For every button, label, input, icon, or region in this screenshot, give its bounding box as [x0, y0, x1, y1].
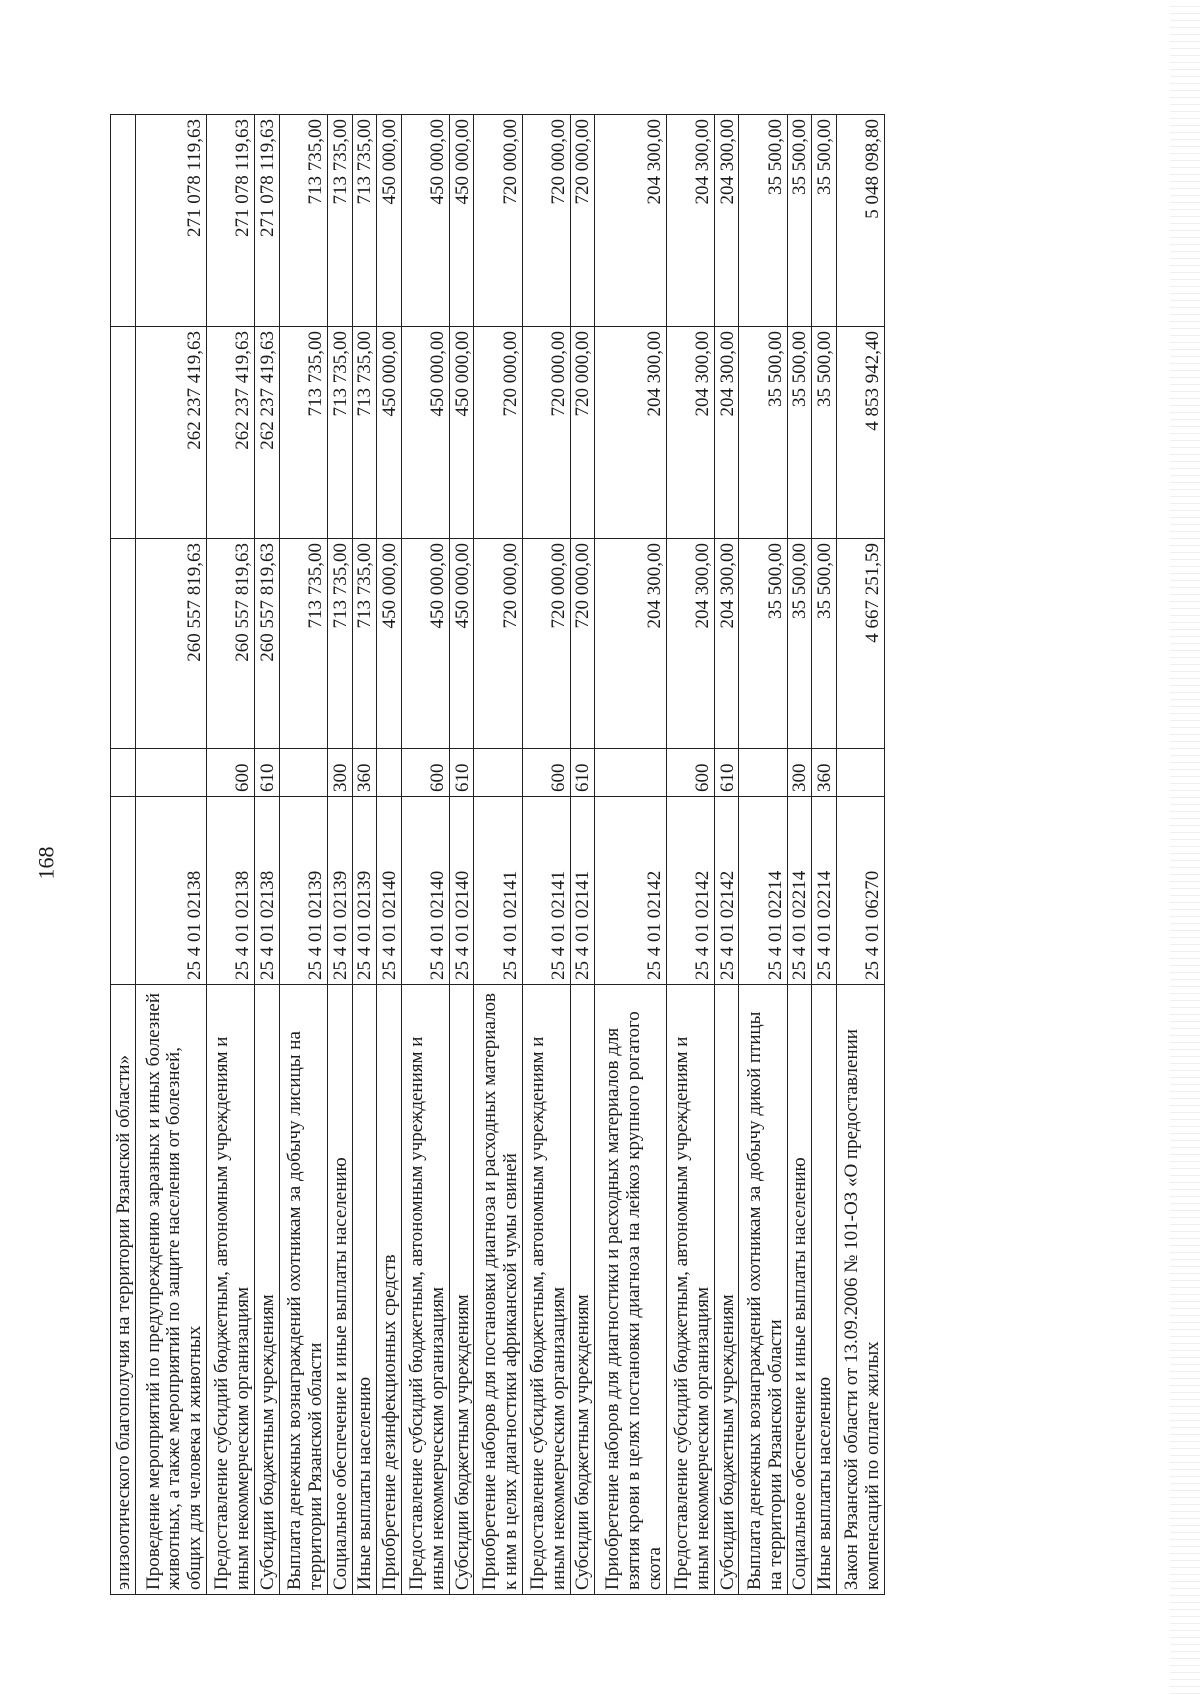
cell-value-1: 450 000,00	[449, 539, 474, 749]
cell-value-2: 204 300,00	[595, 327, 667, 539]
cell-code: 25 4 01 02140	[377, 797, 402, 985]
table-row	[135, 115, 207, 1595]
cell-value-3	[111, 115, 136, 327]
cell-kvr	[377, 749, 402, 797]
cell-kvr: 360	[812, 749, 837, 797]
cell-name: Предоставление субсидий бюджетным, автономным учреждениям и иным некоммерческим организациям	[522, 985, 570, 1595]
cell-code: 25 4 01 02141	[522, 797, 570, 985]
table-row	[111, 115, 136, 1595]
table-row	[255, 115, 280, 1595]
table-row	[279, 115, 327, 1595]
table-row	[522, 115, 570, 1595]
cell-kvr: 600	[207, 749, 255, 797]
cell-value-1: 260 557 819,63	[135, 539, 207, 749]
cell-code: 25 4 01 02141	[570, 797, 595, 985]
cell-value-3: 271 078 119,63	[207, 115, 255, 327]
cell-kvr: 300	[327, 749, 352, 797]
cell-kvr	[279, 749, 327, 797]
cell-code: 25 4 01 02142	[714, 797, 739, 985]
cell-value-1: 713 735,00	[352, 539, 377, 749]
cell-value-3: 450 000,00	[401, 115, 449, 327]
cell-code	[111, 797, 136, 985]
cell-value-3: 271 078 119,63	[135, 115, 207, 327]
cell-kvr: 610	[570, 749, 595, 797]
cell-value-2: 204 300,00	[714, 327, 739, 539]
table-row	[449, 115, 474, 1595]
cell-value-1: 204 300,00	[666, 539, 714, 749]
cell-code: 25 4 01 02138	[255, 797, 280, 985]
cell-value-2: 35 500,00	[812, 327, 837, 539]
cell-value-1: 35 500,00	[739, 539, 787, 749]
cell-kvr	[474, 749, 522, 797]
cell-kvr: 600	[522, 749, 570, 797]
table-row	[207, 115, 255, 1595]
cell-value-2: 262 237 419,63	[135, 327, 207, 539]
cell-value-3: 35 500,00	[812, 115, 837, 327]
cell-value-3: 450 000,00	[377, 115, 402, 327]
table-row	[836, 115, 884, 1595]
cell-kvr	[111, 749, 136, 797]
cell-kvr: 610	[449, 749, 474, 797]
table-row	[327, 115, 352, 1595]
cell-value-2: 262 237 419,63	[255, 327, 280, 539]
cell-value-1: 720 000,00	[474, 539, 522, 749]
budget-table-body	[111, 115, 885, 1595]
cell-value-2: 450 000,00	[377, 327, 402, 539]
cell-name: Проведение мероприятий по предупреждению заразных и иных болезней животных, а также мероприятий по защите населения от болезней, общих для человека и животных	[135, 985, 207, 1595]
cell-code: 25 4 01 02140	[449, 797, 474, 985]
cell-value-2: 720 000,00	[474, 327, 522, 539]
table-row	[474, 115, 522, 1595]
cell-value-1: 450 000,00	[401, 539, 449, 749]
cell-code: 25 4 01 02138	[207, 797, 255, 985]
cell-value-2: 450 000,00	[449, 327, 474, 539]
cell-value-2: 35 500,00	[787, 327, 812, 539]
cell-name: Социальное обеспечение и иные выплаты населению	[787, 985, 812, 1595]
cell-value-3: 204 300,00	[595, 115, 667, 327]
cell-value-1: 713 735,00	[327, 539, 352, 749]
cell-value-3: 720 000,00	[570, 115, 595, 327]
cell-value-3: 204 300,00	[666, 115, 714, 327]
cell-code: 25 4 01 02138	[135, 797, 207, 985]
scan-edge-marks	[1170, 0, 1200, 1695]
rotated-table-container	[110, 115, 885, 1595]
cell-kvr: 610	[255, 749, 280, 797]
cell-name: Приобретение наборов для постановки диагноза и расходных материалов к ним в целях диагностики африканской чумы свиней	[474, 985, 522, 1595]
cell-value-3: 204 300,00	[714, 115, 739, 327]
cell-value-2	[111, 327, 136, 539]
cell-value-3: 713 735,00	[352, 115, 377, 327]
cell-value-2: 713 735,00	[352, 327, 377, 539]
cell-code: 25 4 01 02214	[787, 797, 812, 985]
cell-value-3: 720 000,00	[522, 115, 570, 327]
table-row	[570, 115, 595, 1595]
cell-value-2: 720 000,00	[522, 327, 570, 539]
cell-value-1: 204 300,00	[595, 539, 667, 749]
cell-kvr	[595, 749, 667, 797]
cell-value-1: 204 300,00	[714, 539, 739, 749]
cell-value-2: 713 735,00	[327, 327, 352, 539]
cell-kvr: 300	[787, 749, 812, 797]
cell-name: Предоставление субсидий бюджетным, автономным учреждениям и иным некоммерческим организациям	[401, 985, 449, 1595]
cell-value-3: 720 000,00	[474, 115, 522, 327]
cell-code: 25 4 01 02142	[595, 797, 667, 985]
cell-name: Выплата денежных вознаграждений охотникам за добычу дикой птицы на территории Рязанской области	[739, 985, 787, 1595]
cell-name: Иные выплаты населению	[352, 985, 377, 1595]
cell-value-1: 713 735,00	[279, 539, 327, 749]
cell-value-3: 5 048 098,80	[836, 115, 884, 327]
table-row	[401, 115, 449, 1595]
cell-value-3: 35 500,00	[739, 115, 787, 327]
budget-table	[110, 114, 885, 1595]
cell-code: 25 4 01 02139	[279, 797, 327, 985]
cell-code: 25 4 01 02142	[666, 797, 714, 985]
cell-value-2: 713 735,00	[279, 327, 327, 539]
cell-value-1: 260 557 819,63	[255, 539, 280, 749]
table-row	[377, 115, 402, 1595]
cell-kvr	[135, 749, 207, 797]
cell-kvr	[739, 749, 787, 797]
cell-kvr: 610	[714, 749, 739, 797]
table-row	[787, 115, 812, 1595]
cell-code: 25 4 01 02139	[352, 797, 377, 985]
cell-value-1: 35 500,00	[787, 539, 812, 749]
cell-name: Предоставление субсидий бюджетным, автономным учреждениям и иным некоммерческим организациям	[666, 985, 714, 1595]
cell-value-2: 35 500,00	[739, 327, 787, 539]
cell-kvr: 360	[352, 749, 377, 797]
cell-code: 25 4 01 02139	[327, 797, 352, 985]
cell-value-1: 720 000,00	[522, 539, 570, 749]
table-row	[666, 115, 714, 1595]
cell-kvr: 600	[401, 749, 449, 797]
table-row	[812, 115, 837, 1595]
cell-value-2: 450 000,00	[401, 327, 449, 539]
cell-value-3: 271 078 119,63	[255, 115, 280, 327]
cell-value-1: 450 000,00	[377, 539, 402, 749]
cell-name: Субсидии бюджетным учреждениям	[570, 985, 595, 1595]
cell-value-3: 713 735,00	[327, 115, 352, 327]
cell-name: Социальное обеспечение и иные выплаты населению	[327, 985, 352, 1595]
cell-name: Субсидии бюджетным учреждениям	[449, 985, 474, 1595]
page-number: 168	[33, 846, 59, 880]
cell-value-1: 35 500,00	[812, 539, 837, 749]
cell-code: 25 4 01 02214	[739, 797, 787, 985]
cell-value-2: 204 300,00	[666, 327, 714, 539]
cell-name: Выплата денежных вознаграждений охотникам за добычу лисицы на территории Рязанской области	[279, 985, 327, 1595]
cell-code: 25 4 01 02214	[812, 797, 837, 985]
cell-name: Иные выплаты населению	[812, 985, 837, 1595]
cell-value-1	[111, 539, 136, 749]
cell-value-1: 720 000,00	[570, 539, 595, 749]
cell-kvr	[836, 749, 884, 797]
cell-value-2: 720 000,00	[570, 327, 595, 539]
table-row	[739, 115, 787, 1595]
table-row	[714, 115, 739, 1595]
cell-kvr: 600	[666, 749, 714, 797]
cell-code: 25 4 01 02141	[474, 797, 522, 985]
cell-name: Субсидии бюджетным учреждениям	[714, 985, 739, 1595]
cell-name: Приобретение дезинфекционных средств	[377, 985, 402, 1595]
cell-code: 25 4 01 02140	[401, 797, 449, 985]
table-row	[595, 115, 667, 1595]
cell-name: Приобретение наборов для диагностики и расходных материалов для взятия крови в целях постановки диагноза на лейкоз крупного рогатого скота	[595, 985, 667, 1595]
cell-value-2: 4 853 942,40	[836, 327, 884, 539]
cell-value-3: 713 735,00	[279, 115, 327, 327]
cell-value-2: 262 237 419,63	[207, 327, 255, 539]
cell-name: Предоставление субсидий бюджетным, автономным учреждениям и иным некоммерческим организациям	[207, 985, 255, 1595]
cell-name: эпизоотического благополучия на территории Рязанской области»	[111, 985, 136, 1595]
cell-name: Закон Рязанской области от 13.09.2006 № 101-ОЗ «О предоставлении компенсаций по оплате жилых	[836, 985, 884, 1595]
table-row	[352, 115, 377, 1595]
cell-value-3: 450 000,00	[449, 115, 474, 327]
cell-name: Субсидии бюджетным учреждениям	[255, 985, 280, 1595]
cell-value-1: 260 557 819,63	[207, 539, 255, 749]
cell-value-1: 4 667 251,59	[836, 539, 884, 749]
cell-value-3: 35 500,00	[787, 115, 812, 327]
cell-code: 25 4 01 06270	[836, 797, 884, 985]
